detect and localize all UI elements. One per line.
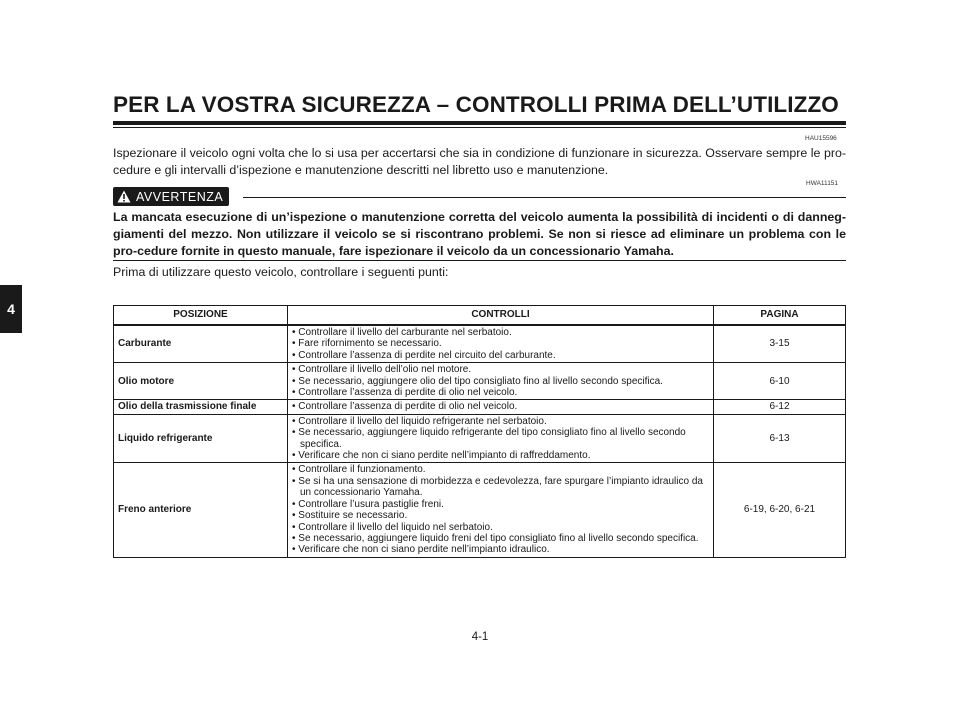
check-item: • Controllare il livello dell’olio nel motore. [292,364,472,376]
warning-label: AVVERTENZA [136,189,224,204]
warning-triangle-icon [117,190,131,203]
table-row [114,463,846,557]
check-item: • Controllare l’assenza di perdite di olio nel veicolo. [292,401,518,413]
row-page: 6-12 [714,400,846,414]
check-item: • Controllare l’assenza di perdite di olio nel veicolo. [292,387,518,399]
intro-paragraph: Ispezionare il veicolo ogni volta che lo si usa per accertarsi che sia in condizione di funzionare in sicurezza. Osservare sempre le pro-cedure e gli intervalli d’ispezione e manutenzione descritti nel libretto uso e manutenzione. [113,146,846,177]
table-header-row [114,306,846,326]
row-position: Carburante [114,325,288,363]
warning-rule [243,197,846,198]
check-item: • Se necessario, aggiungere liquido refrigerante del tipo consigliato fino al livello secondo specifica. [292,427,686,450]
row-page: 6-10 [714,363,846,400]
row-page: 3-15 [714,325,846,363]
header-position: POSIZIONE [114,306,288,326]
page-title: PER LA VOSTRA SICUREZZA – CONTROLLI PRIMA DELL’UTILIZZO [113,92,839,117]
check-item: • Controllare il livello del liquido refrigerante nel serbatoio. [292,415,547,427]
row-page: 6-19, 6-20, 6-21 [714,463,846,557]
check-item: • Verificare che non ci siano perdite nell’impianto di raffreddamento. [292,450,591,462]
row-position: Olio della trasmissione finale [114,400,288,414]
header-page: PAGINA [714,306,846,326]
row-checks [288,463,714,557]
table-row [114,363,846,400]
warning-bottom-rule [113,260,846,261]
row-checks [288,325,714,363]
page-number: 4-1 [471,631,489,643]
check-item: • Fare rifornimento se necessario. [292,338,442,350]
row-page: 6-13 [714,414,846,463]
before-use-text: Prima di utilizzare questo veicolo, controllare i seguenti punti: [113,265,449,279]
warning-code: HWA11151 [806,180,839,187]
check-item: • Verificare che non ci siano perdite nell’impianto idraulico. [292,544,550,556]
table-row [114,400,846,414]
header-checks: CONTROLLI [288,306,714,326]
table-body [114,325,846,557]
check-item: • Se necessario, aggiungere liquido freni del tipo consigliato fino al livello secondo specifica. [292,532,699,544]
chapter-tab: 4 [0,285,22,333]
check-item: • Se necessario, aggiungere olio del tipo consigliato fino al livello secondo specifica. [292,375,663,387]
check-item: • Controllare il funzionamento. [292,464,426,476]
check-item: • Se si ha una sensazione di morbidezza e cedevolezza, fare spurgare l’impianto idraulico da un concessionario Yamaha. [292,475,703,499]
check-item: • Controllare il livello del liquido nel serbatoio. [292,521,493,533]
warning-badge [113,187,229,206]
table-row [114,325,846,363]
row-checks [288,414,714,463]
checks-table [113,305,846,558]
row-position: Freno anteriore [114,463,288,557]
row-checks [288,363,714,400]
check-item: • Sostituire se necessario. [292,510,408,522]
row-checks [288,400,714,414]
title-rule [113,121,846,125]
table-row [114,414,846,463]
warning-text: La mancata esecuzione di un’ispezione o manutenzione corretta del veicolo aumenta la possibilità di incidenti o di danneg-giamenti del mezzo. Non utilizzare il veicolo se si riscontrano problemi. Se non si riesce ad eliminare un problema con le pro-cedure fornite in questo manuale, fare ispezionare il veicolo da un concessionario Yamaha. [113,210,846,258]
row-position: Olio motore [114,363,288,400]
check-item: • Controllare il livello del carburante nel serbatoio. [292,327,512,338]
title-rule-thin [113,127,846,128]
check-item: • Controllare l’assenza di perdite nel circuito del carburante. [292,349,556,361]
check-item: • Controllare l’usura pastiglie freni. [292,498,444,510]
intro-code: HAU15596 [805,135,837,142]
row-position: Liquido refrigerante [114,414,288,463]
